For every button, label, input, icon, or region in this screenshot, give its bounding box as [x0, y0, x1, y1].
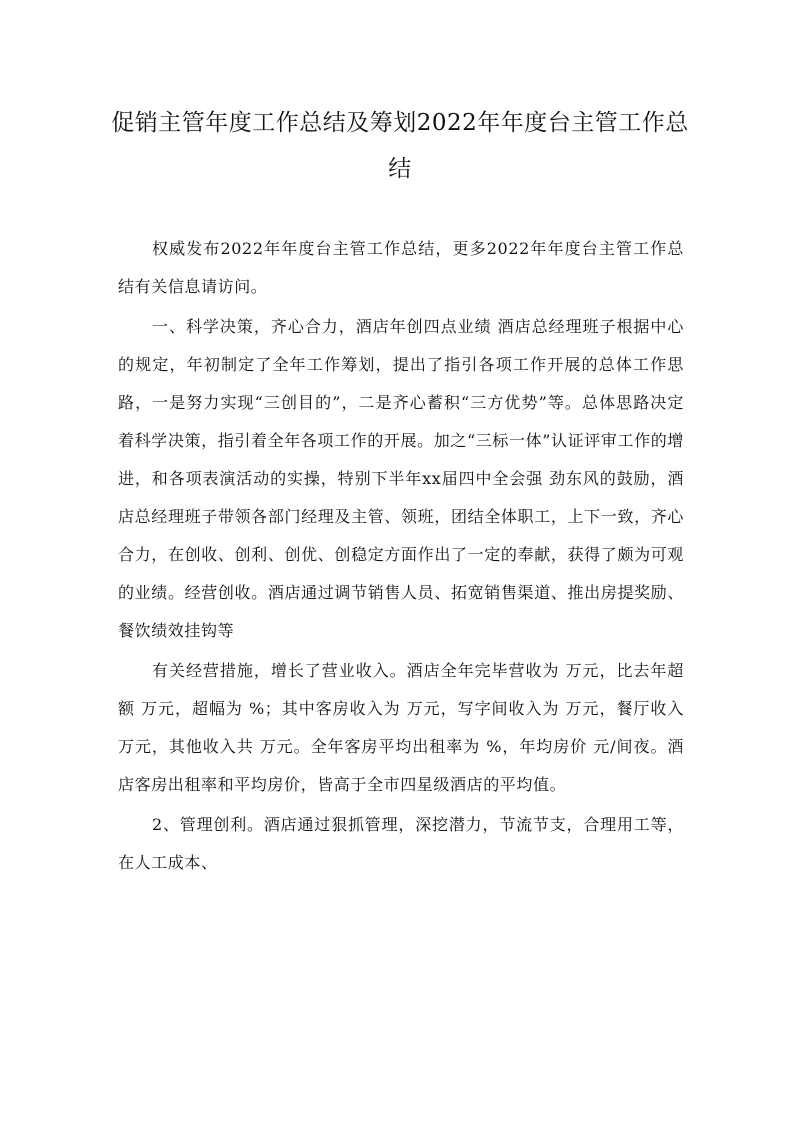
document-title: 促销主管年度工作总结及筹划2022年年度台主管工作总结 [111, 110, 689, 182]
paragraph-management-profit: 2、管理创利。酒店通过狠抓管理，深挖潜力，节流节支，合理用工等，在人工成本、 [118, 815, 684, 872]
paragraph-section-one: 一、科学决策，齐心合力，酒店年创四点业绩 酒店总经理班子根据中心的规定，年初制定了全年工作筹划，提出了指引各项工作开展的总体工作思路，一是努力实现“三创目的”，二是齐心蓄积“三方优势”等。总体思路决定着科学决策，指引着全年各项工作的开展。加之“三标一体”认证评审工作的增进，和各项表演活动的实操，特别下半年xx届四中全会强 劲东风的鼓励，酒店总经理班子带领各部门经理及主管、领班，团结全体职工，上下一致，齐心合力，在创收、创利、创优、创稳定方面作出了一定的奉献，获得了颇为可观的业绩。经营创收。酒店通过调节销售人员、拓宽销售渠道、推出房提奖励、餐饮绩效挂钩等 [118, 317, 684, 640]
document-body [118, 230, 684, 884]
paragraph-operating-revenue: 有关经营措施，增长了营业收入。酒店全年完毕营收为 万元，比去年超额 万元，超幅为 %；其中客房收入为 万元，写字间收入为 万元，餐厅收入 万元，其他收入共 万元。全年客房平均出租率为 %，年均房价 元/间夜。酒店客房出租率和平均房价，皆高于全市四星级酒店的平均值。 [118, 661, 684, 794]
paragraph-intro: 权威发布2022年年度台主管工作总结，更多2022年年度台主管工作总结有关信息请访问。 [118, 239, 684, 296]
